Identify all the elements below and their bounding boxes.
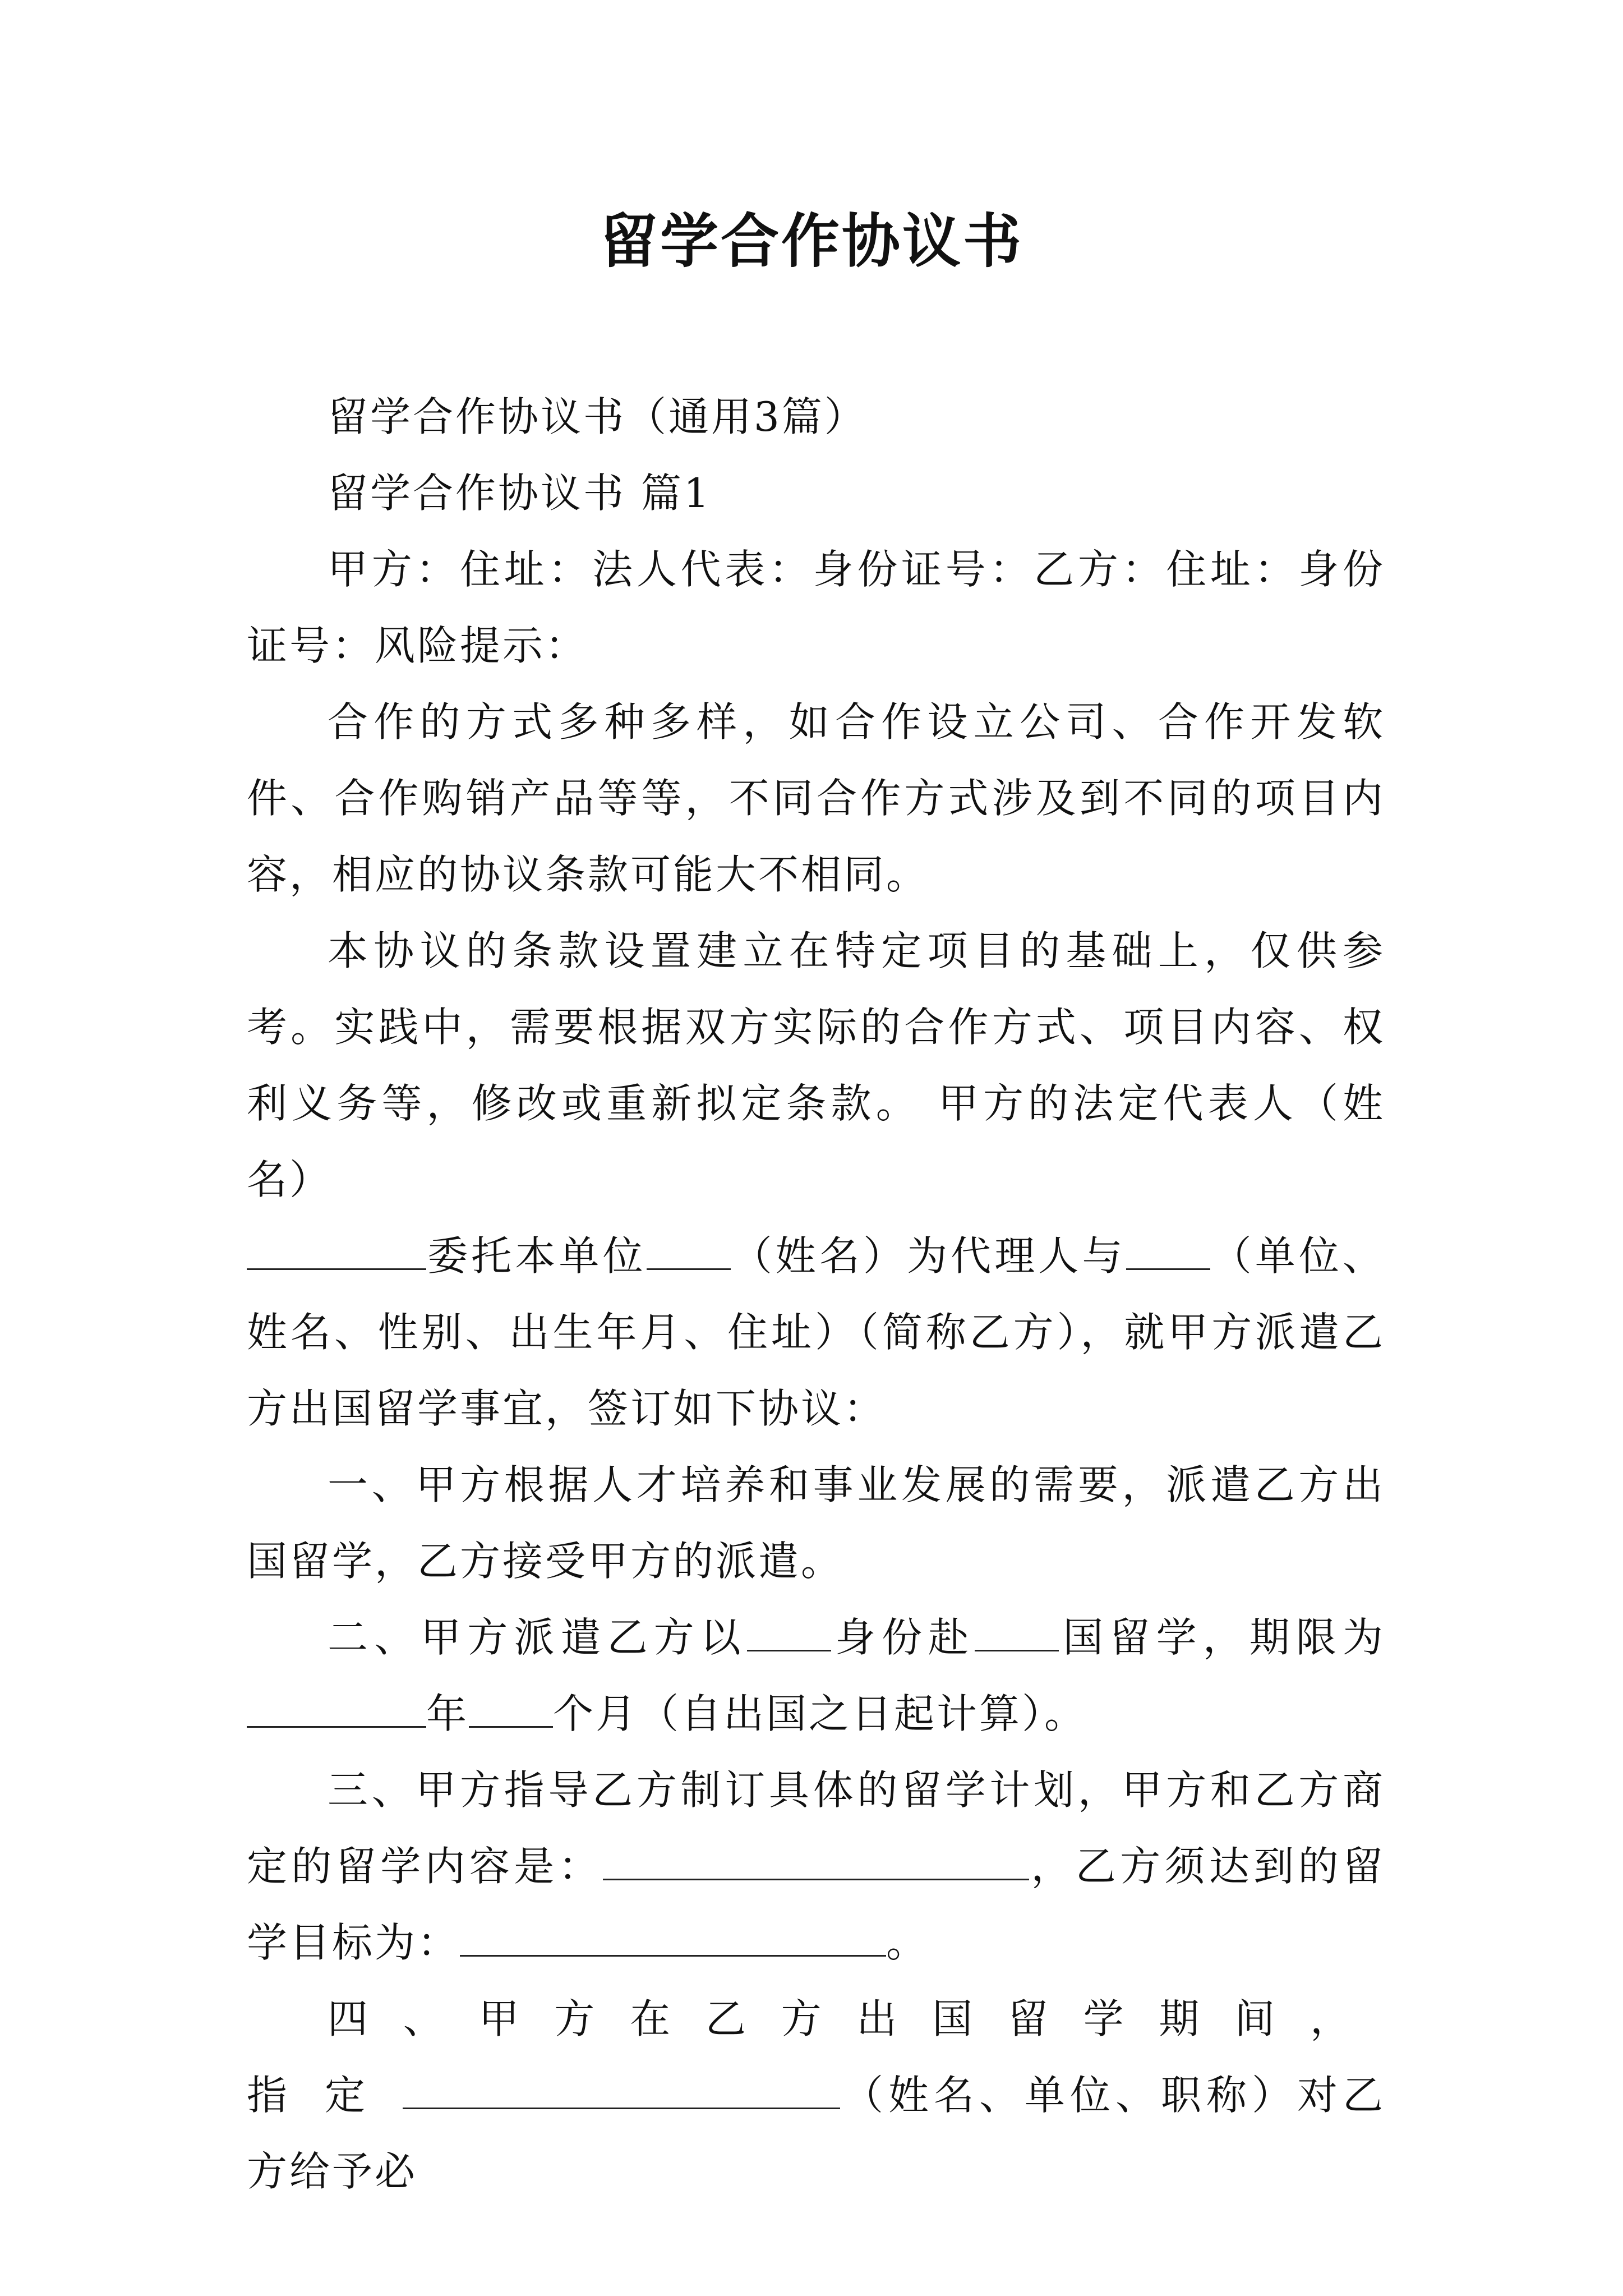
paragraph-subtitle: 留学合作协议书（通用3篇） [328, 393, 867, 440]
blank-line[interactable] [460, 1920, 886, 1957]
paragraph-clause-3 [247, 1752, 1385, 1981]
text-segment: 委托本单位 [426, 1232, 647, 1280]
text-segment: 三、甲方指导乙方制订具体的留学计划，甲方和乙方商定的留学内容是： [247, 1766, 1385, 1890]
blank-line[interactable] [247, 1234, 426, 1270]
text-segment: （姓名）为代理人与 [730, 1232, 1126, 1280]
blank-line[interactable] [975, 1615, 1059, 1651]
text-segment: （姓名、单位、职称）对乙方给予必 [247, 2072, 1385, 2195]
text-segment: 个月（自出国之日起计算）。 [553, 1690, 1087, 1737]
paragraph-risk-note: 合作的方式多种多样，如合作设立公司、合作开发软件、合作购销产品等等，不同合作方式涉及到不同的项目内容，相应的协议条款可能大不相同。 [247, 698, 1385, 898]
text-segment: 身份赴 [831, 1614, 975, 1661]
document-body [247, 379, 1385, 2210]
paragraph-clause-2 [247, 1599, 1385, 1752]
text-segment: 年 [426, 1690, 469, 1737]
paragraph-terms-basis: 本协议的条款设置建立在特定项目的基础上，仅供参考。实践中，需要根据双方实际的合作方式、项目内容、权利义务等，修改或重新拟定条款。 甲方的法定代表人（姓名） [247, 927, 1385, 1203]
paragraph-delegation [247, 1218, 1385, 1447]
blank-line[interactable] [603, 1844, 1029, 1880]
paragraph-clause-1: 一、甲方根据人才培养和事业发展的需要，派遣乙方出国留学，乙方接受甲方的派遣。 [247, 1461, 1385, 1585]
blank-line[interactable] [1126, 1234, 1210, 1270]
text-segment: 二、甲方派遣乙方以 [328, 1614, 747, 1661]
text-segment: （单位、姓名、性别、出生年月、住址）（简称乙方），就甲方派遣乙方出国留学事宜，签订如下协议： [247, 1232, 1385, 1432]
paragraph-clause-4 [247, 1981, 1385, 2210]
blank-line[interactable] [647, 1234, 731, 1270]
blank-line[interactable] [247, 1691, 426, 1728]
text-segment: 四、甲方在乙方出国留学期间，指定 [247, 1995, 1385, 2119]
text-segment: 国留学，期限为 [1059, 1614, 1385, 1661]
text-segment: 。 [886, 1919, 929, 1966]
paragraph-parties: 甲方：住址：法人代表：身份证号：乙方：住址：身份证号：风险提示： [247, 546, 1385, 669]
blank-line[interactable] [747, 1615, 831, 1651]
blank-line[interactable] [403, 2073, 840, 2109]
document-title: 留学合作协议书 [599, 206, 1023, 275]
blank-line[interactable] [469, 1691, 553, 1728]
text-segment: ，乙方须达到的留学目标为： [247, 1843, 1385, 1966]
paragraph-section-heading: 留学合作协议书 篇1 [328, 470, 712, 517]
